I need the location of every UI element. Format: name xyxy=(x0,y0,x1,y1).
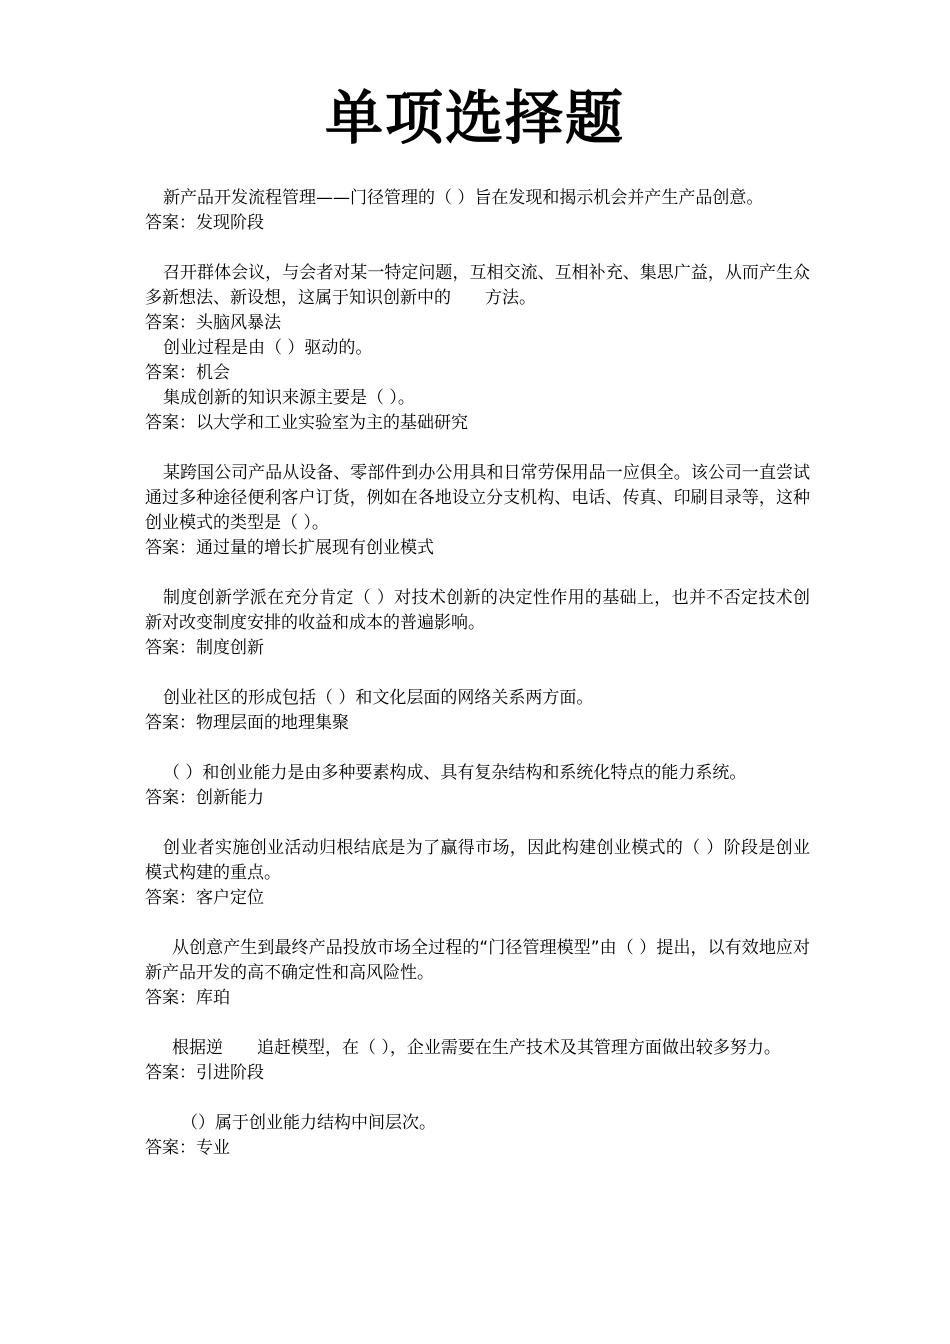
answer-line xyxy=(145,211,810,236)
question-text: 某跨国公司产品从设备、零部件到办公用具和日常劳保用品一应俱全。该公司一直尝试通过多种途径便利客户订货，例如在各地设立分支机构、电话、传真、印刷目录等，这种创业模式的类型是（ ）。 xyxy=(145,463,810,533)
page-title: 单项选择题 xyxy=(324,84,625,152)
answer-prefix: 答案： xyxy=(145,363,196,383)
question-text: 集成创新的知识来源主要是（ ）。 xyxy=(163,388,415,408)
answer-text: 头脑风暴法 xyxy=(196,313,281,333)
question-text: 创业者实施创业活动归根结底是为了赢得市场，因此构建创业模式的（ ）阶段是创业模式构建的重点。 xyxy=(145,838,810,883)
answer-text: 发现阶段 xyxy=(196,213,264,233)
answer-text: 专业 xyxy=(196,1138,230,1158)
question-item xyxy=(145,386,810,436)
question-item xyxy=(145,1036,810,1086)
question-item xyxy=(145,761,810,811)
question-item xyxy=(145,686,810,736)
answer-text: 客户定位 xyxy=(196,888,264,908)
answer-text: 引进阶段 xyxy=(196,1063,264,1083)
answer-prefix: 答案： xyxy=(145,788,196,808)
answer-line xyxy=(145,886,810,911)
answer-text: 以大学和工业实验室为主的基础研究 xyxy=(196,413,468,433)
answer-prefix: 答案： xyxy=(145,1138,196,1158)
question-item xyxy=(145,461,810,561)
question-text: 制度创新学派在充分肯定（ ）对技术创新的决定性作用的基础上，也并不否定技术创新对改变制度安排的收益和成本的普遍影响。 xyxy=(145,588,810,633)
answer-text: 机会 xyxy=(196,363,230,383)
answer-text: 创新能力 xyxy=(196,788,264,808)
answer-text: 物理层面的地理集聚 xyxy=(196,713,349,733)
question-text: 创业社区的形成包括（ ）和文化层面的网络关系两方面。 xyxy=(163,688,594,708)
answer-line xyxy=(145,636,810,661)
question-item xyxy=(145,836,810,911)
question-item xyxy=(145,336,810,386)
answer-prefix: 答案： xyxy=(145,313,196,333)
answer-prefix: 答案： xyxy=(145,1063,196,1083)
question-item xyxy=(145,261,810,336)
question-list xyxy=(145,186,810,1161)
answer-line xyxy=(145,311,810,336)
question-item xyxy=(145,586,810,661)
question-item xyxy=(145,186,810,236)
question-text: 创业过程是由（ ）驱动的。 xyxy=(163,338,373,358)
answer-prefix: 答案： xyxy=(145,988,196,1008)
answer-line xyxy=(145,786,810,811)
question-text: （ ）和创业能力是由多种要素构成、具有复杂结构和系统化特点的能力系统。 xyxy=(163,763,747,783)
question-text: 从创意产生到最终产品投放市场全过程的“门径管理模型”由（ ）提出，以有效地应对新产品开发的高不确定性和高风险性。 xyxy=(145,938,810,983)
answer-text: 通过量的增长扩展现有创业模式 xyxy=(196,538,434,558)
answer-line xyxy=(145,711,810,736)
answer-text: 制度创新 xyxy=(196,638,264,658)
question-text: 根据逆 追赶模型，在（ ），企业需要在生产技术及其管理方面做出较多努力。 xyxy=(172,1038,781,1058)
answer-prefix: 答案： xyxy=(145,888,196,908)
question-text: 新产品开发流程管理——门径管理的（ ）旨在发现和揭示机会并产生产品创意。 xyxy=(163,188,764,208)
answer-text: 库珀 xyxy=(196,988,230,1008)
question-item xyxy=(145,936,810,1011)
answer-prefix: 答案： xyxy=(145,538,196,558)
answer-line xyxy=(145,411,810,436)
question-item xyxy=(145,1111,810,1161)
question-text: （）属于创业能力结构中间层次。 xyxy=(181,1113,436,1133)
answer-line xyxy=(145,536,810,561)
answer-line xyxy=(145,1136,810,1161)
answer-prefix: 答案： xyxy=(145,213,196,233)
answer-line xyxy=(145,986,810,1011)
answer-prefix: 答案： xyxy=(145,638,196,658)
answer-line xyxy=(145,1061,810,1086)
answer-prefix: 答案： xyxy=(145,713,196,733)
answer-line xyxy=(145,361,810,386)
question-text: 召开群体会议，与会者对某一特定问题，互相交流、互相补充、集思广益，从而产生众多新想法、新设想，这属于知识创新中的 方法。 xyxy=(145,263,810,308)
answer-prefix: 答案： xyxy=(145,413,196,433)
